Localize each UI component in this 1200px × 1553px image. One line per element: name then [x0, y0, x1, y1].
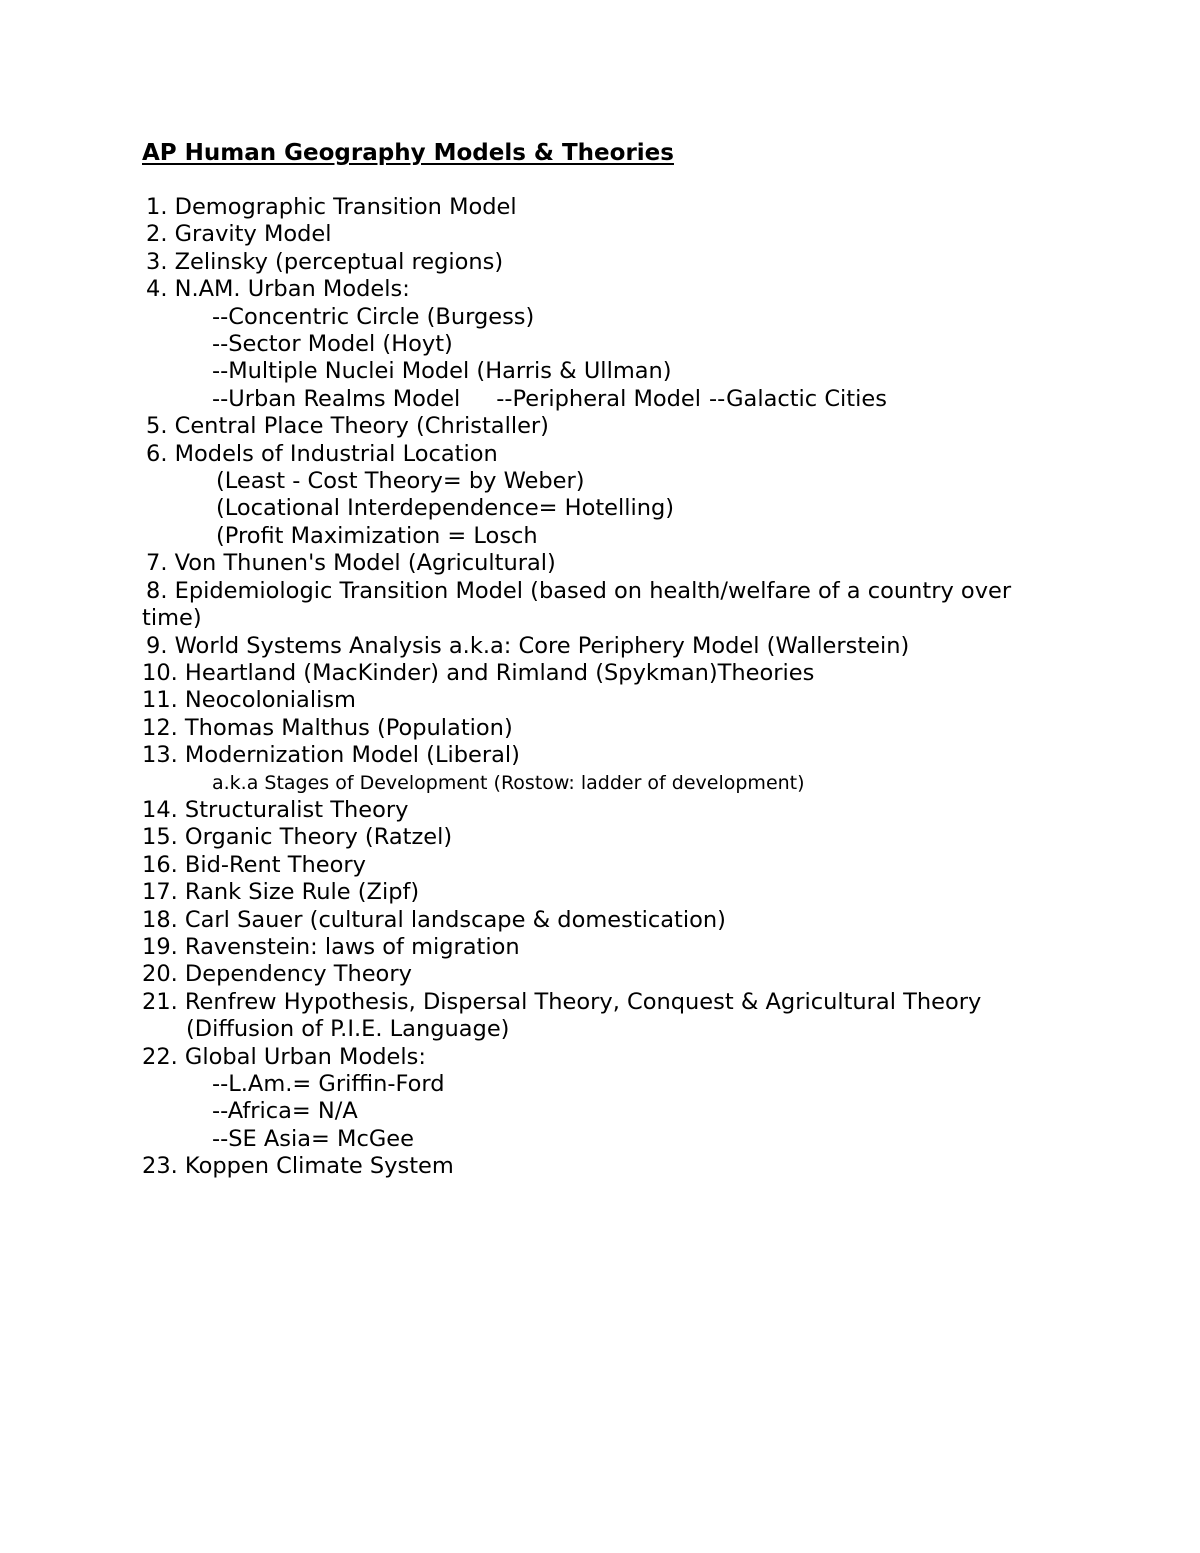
list-item: 6. Models of Industrial Location [146, 440, 498, 467]
list-item: 20. Dependency Theory [142, 961, 412, 988]
list-item: 19. Ravenstein: laws of migration [142, 933, 520, 960]
list-item: 14. Structuralist Theory [142, 796, 409, 823]
list-item: 13. Modernization Model (Liberal) [142, 742, 520, 769]
sub-list-item: --Concentric Circle (Burgess) [212, 303, 535, 330]
list-item: 10. Heartland (MacKinder) and Rimland (Spykman)Theories [142, 659, 815, 686]
list-item: 11. Neocolonialism [142, 687, 356, 714]
list-item: 18. Carl Sauer (cultural landscape & domestication) [142, 906, 726, 933]
list-item: 17. Rank Size Rule (Zipf) [142, 879, 420, 906]
list-item: 8. Epidemiologic Transition Model (based on health/welfare of a country over time) [142, 577, 1012, 632]
list-item: 3. Zelinsky (perceptual regions) [146, 248, 504, 275]
sub-list-item: a.k.a Stages of Development (Rostow: ladder of development) [212, 771, 805, 794]
document-title: AP Human Geography Models & Theories [142, 140, 674, 166]
list-item: 9. World Systems Analysis a.k.a: Core Periphery Model (Wallerstein) [146, 632, 910, 659]
list-item: 23. Koppen Climate System [142, 1153, 454, 1180]
sub-list-item: --Sector Model (Hoyt) [212, 331, 453, 358]
sub-list-item: (Profit Maximization = Losch [216, 522, 538, 549]
sub-list-item: (Diffusion of P.I.E. Language) [186, 1016, 510, 1043]
peripheral-model: --Peripheral Model [496, 385, 702, 412]
sub-list-item: --L.Am.= Griffin-Ford [212, 1071, 445, 1097]
list-item: 22. Global Urban Models: [142, 1043, 426, 1070]
list-item: 5. Central Place Theory (Christaller) [146, 413, 549, 440]
sub-list-item: --SE Asia= McGee [212, 1125, 414, 1152]
list-item: 2. Gravity Model [146, 221, 332, 248]
sub-list-item: (Least - Cost Theory= by Weber) [216, 468, 585, 495]
sub-list-item: --Multiple Nuclei Model (Harris & Ullman) [212, 358, 672, 385]
list-item: 21. Renfrew Hypothesis, Dispersal Theory, Conquest & Agricultural Theory [142, 988, 982, 1015]
models-list [142, 194, 1072, 1181]
list-item: 7. Von Thunen's Model (Agricultural) [146, 550, 556, 577]
sub-list-item-urban-models [142, 386, 1072, 413]
list-item: 15. Organic Theory (Ratzel) [142, 824, 453, 851]
list-item: 16. Bid-Rent Theory [142, 851, 366, 878]
urban-realms-model: --Urban Realms Model [212, 385, 461, 412]
list-item: 12. Thomas Malthus (Population) [142, 714, 513, 741]
sub-list-item: --Africa= N/A [212, 1098, 358, 1125]
list-item: 4. N.AM. Urban Models: [146, 276, 410, 303]
list-item: 1. Demographic Transition Model [146, 194, 517, 220]
galactic-cities: --Galactic Cities [709, 385, 887, 412]
sub-list-item: (Locational Interdependence= Hotelling) [216, 495, 675, 522]
